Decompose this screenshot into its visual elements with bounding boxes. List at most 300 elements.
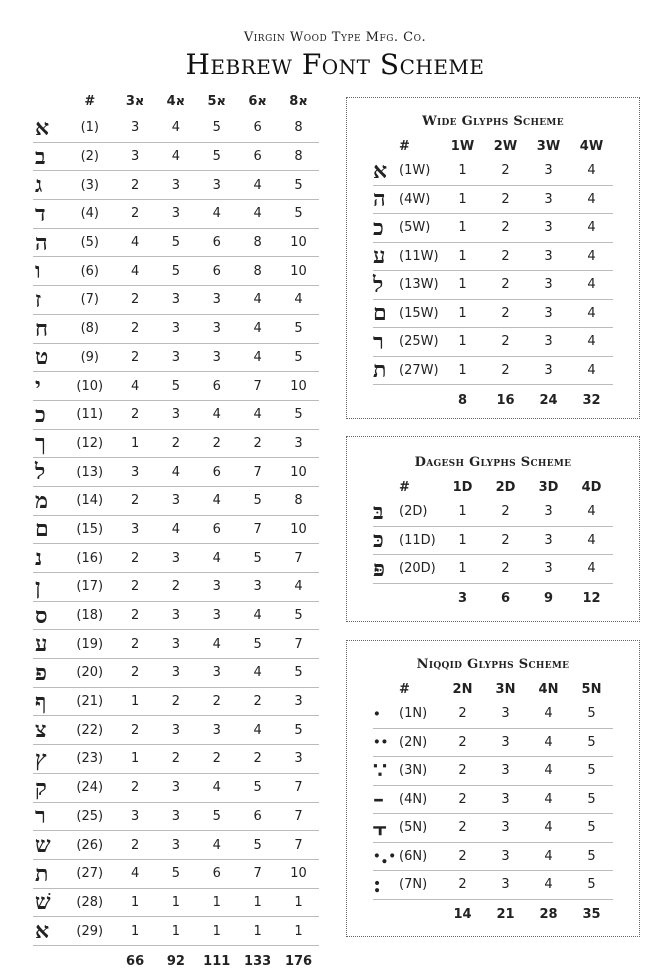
main-glyph-table: [33, 88, 319, 978]
niqqid-table-value: 3: [484, 814, 527, 843]
wide-table-value: 2: [484, 299, 527, 328]
main-table-value: 3: [155, 286, 196, 315]
main-table-value: 1: [278, 917, 319, 946]
wide-glyphs-table: [373, 135, 613, 415]
main-table-glyph: ע: [33, 630, 65, 659]
dagesh-table-value: 4: [570, 526, 613, 555]
main-table-value: 3: [155, 486, 196, 515]
wide-table-value: 3: [527, 299, 570, 328]
main-table-value: 10: [278, 372, 319, 401]
main-table-value: 5: [237, 486, 278, 515]
main-table-row: [33, 573, 319, 602]
main-table-value: 10: [278, 515, 319, 544]
wide-table-value: 2: [484, 157, 527, 185]
wide-table-value: 4: [570, 242, 613, 271]
main-table-number: (7): [65, 286, 115, 315]
main-table-glyph: נ: [33, 544, 65, 573]
wide-table-row: [373, 271, 613, 300]
main-table-row: [33, 171, 319, 200]
niqqid-table-row: [373, 728, 613, 757]
main-table-glyph: ד: [33, 200, 65, 229]
dagesh-table-value: 4: [570, 555, 613, 584]
main-table-row: [33, 372, 319, 401]
main-table-value: 7: [278, 831, 319, 860]
main-table-value: 1: [115, 745, 156, 774]
main-table-value: 4: [237, 286, 278, 315]
main-table-value: 3: [155, 802, 196, 831]
main-table-value: 4: [237, 343, 278, 372]
dagesh-table-value: 1: [441, 555, 484, 584]
main-table-number: (5): [65, 228, 115, 257]
wide-table-value: 1: [441, 242, 484, 271]
main-table-value: 3: [155, 400, 196, 429]
niqqid-table-value: 5: [570, 700, 613, 728]
main-table-value: 2: [115, 314, 156, 343]
main-table-row: [33, 859, 319, 888]
main-table-value: 7: [278, 630, 319, 659]
main-total: 111: [203, 954, 231, 970]
main-table-number: (21): [65, 687, 115, 716]
niqqid-table-glyph: :: [373, 871, 399, 900]
main-table-number: (16): [65, 544, 115, 573]
wide-table-row: [373, 157, 613, 185]
main-table-number: (8): [65, 314, 115, 343]
main-table-number: (12): [65, 429, 115, 458]
main-table-value: 2: [115, 601, 156, 630]
main-table-row: [33, 343, 319, 372]
main-table-value: 2: [196, 687, 237, 716]
main-table-header: [33, 88, 319, 114]
main-table-value: 5: [155, 228, 196, 257]
dagesh-table-row: [373, 498, 613, 526]
niqqid-table-value: 2: [441, 871, 484, 900]
dagesh-table-value: 4: [570, 498, 613, 526]
main-table-number: (10): [65, 372, 115, 401]
main-table-value: 5: [278, 716, 319, 745]
wide-table-number: (15W): [399, 299, 441, 328]
main-table-value: 3: [115, 458, 156, 487]
main-table-value: 8: [278, 114, 319, 142]
dagesh-total: 9: [543, 591, 554, 606]
dagesh-header-col: 4D: [581, 479, 602, 495]
main-table-value: 4: [155, 458, 196, 487]
wide-table-glyph: ﬦ: [373, 299, 399, 328]
main-table-glyph: ם: [33, 515, 65, 544]
main-table-number: (23): [65, 745, 115, 774]
wide-table-value: 1: [441, 157, 484, 185]
niqqid-table-value: 5: [570, 814, 613, 843]
main-table-value: 4: [237, 200, 278, 229]
niqqid-table-number: (7N): [399, 871, 441, 900]
main-table-value: 5: [278, 314, 319, 343]
main-table-value: 4: [196, 831, 237, 860]
niqqid-table-number: (2N): [399, 728, 441, 757]
wide-glyphs-panel: [346, 97, 640, 419]
main-table-value: 4: [155, 142, 196, 171]
main-table-value: 6: [196, 859, 237, 888]
main-table-row: [33, 228, 319, 257]
dagesh-glyphs-panel: [346, 436, 640, 622]
wide-header-col: 1W: [450, 138, 475, 154]
niqqid-table-value: 3: [484, 871, 527, 900]
main-table-row: [33, 400, 319, 429]
company-name: Virgin Wood Type Mfg. Co.: [243, 30, 427, 45]
niqqid-table-row: [373, 757, 613, 786]
main-table-glyph: ﬡ: [33, 917, 65, 946]
main-table-value: 3: [155, 659, 196, 688]
wide-table-glyph: ﬡ: [373, 157, 399, 185]
wide-table-value: 4: [570, 271, 613, 300]
dagesh-table-glyph: פּ: [373, 555, 399, 584]
niqqid-table-number: (6N): [399, 842, 441, 871]
main-table-value: 3: [278, 429, 319, 458]
main-table-value: 8: [237, 257, 278, 286]
wide-table-value: 1: [441, 185, 484, 214]
main-table-value: 3: [155, 773, 196, 802]
main-table-value: 8: [278, 142, 319, 171]
wide-table-number: (25W): [399, 328, 441, 357]
main-table-number: (17): [65, 573, 115, 602]
main-table-glyph: ן: [33, 573, 65, 602]
niqqid-table-value: 4: [527, 871, 570, 900]
main-table-number: (25): [65, 802, 115, 831]
main-table-value: 4: [196, 773, 237, 802]
niqqid-table-value: 5: [570, 871, 613, 900]
main-table-value: 5: [278, 400, 319, 429]
dagesh-total: 6: [500, 591, 511, 606]
wide-table-glyph: ﬥ: [373, 271, 399, 300]
niqqid-total: 21: [496, 907, 515, 922]
niqqid-table-value: 5: [570, 842, 613, 871]
main-table-number: (27): [65, 859, 115, 888]
main-table-glyph: פ: [33, 659, 65, 688]
main-table-glyph: ה: [33, 228, 65, 257]
wide-table-value: 3: [527, 185, 570, 214]
niqqid-table-value: 2: [441, 728, 484, 757]
wide-total: 16: [496, 392, 515, 408]
wide-table-value: 4: [570, 299, 613, 328]
main-table-value: 5: [196, 142, 237, 171]
main-table-number: (24): [65, 773, 115, 802]
main-table-row: [33, 429, 319, 458]
niqqid-header-col: 4N: [538, 681, 559, 697]
main-table-value: 2: [115, 343, 156, 372]
main-table-value: 2: [115, 286, 156, 315]
main-table-row: [33, 200, 319, 229]
main-table-glyph: ת: [33, 859, 65, 888]
main-table-value: 5: [196, 802, 237, 831]
wide-table-value: 4: [570, 356, 613, 385]
main-table-glyph: ק: [33, 773, 65, 802]
niqqid-table-value: 5: [570, 785, 613, 814]
main-table-value: 3: [115, 142, 156, 171]
main-table-value: 6: [196, 228, 237, 257]
main-header-col: 8א: [289, 93, 308, 109]
main-table-value: 2: [115, 400, 156, 429]
main-table-row: [33, 601, 319, 630]
main-table-value: 1: [237, 917, 278, 946]
main-table-value: 4: [115, 372, 156, 401]
wide-header-col: 3W: [536, 138, 561, 154]
main-header-number: #: [84, 93, 96, 109]
main-table-row: [33, 773, 319, 802]
dagesh-table-value: 1: [441, 526, 484, 555]
main-table-value: 7: [278, 544, 319, 573]
main-table-value: 1: [155, 888, 196, 917]
wide-table-value: 3: [527, 214, 570, 243]
main-table-value: 2: [115, 544, 156, 573]
main-table-value: 2: [155, 745, 196, 774]
main-table-row: [33, 515, 319, 544]
niqqid-table-glyph: ⫟: [373, 814, 399, 843]
main-total: 133: [244, 954, 272, 970]
wide-table-value: 1: [441, 214, 484, 243]
wide-table-value: 1: [441, 299, 484, 328]
wide-table-number: (1W): [399, 157, 441, 185]
niqqid-table-glyph: ·.·: [373, 842, 399, 871]
main-table-glyph: צ: [33, 716, 65, 745]
main-table-number: (14): [65, 486, 115, 515]
main-table-number: (1): [65, 114, 115, 142]
main-table-value: 3: [196, 659, 237, 688]
main-table-value: 2: [237, 745, 278, 774]
wide-table-value: 3: [527, 271, 570, 300]
wide-table-row: [373, 242, 613, 271]
dagesh-total: 12: [582, 591, 601, 606]
dagesh-table-value: 2: [484, 498, 527, 526]
niqqid-table-value: 4: [527, 700, 570, 728]
main-table-number: (15): [65, 515, 115, 544]
main-table-value: 3: [155, 343, 196, 372]
dagesh-table-value: 1: [441, 498, 484, 526]
dagesh-header-col: 1D: [452, 479, 473, 495]
main-table-value: 7: [237, 372, 278, 401]
niqqid-table-value: 2: [441, 700, 484, 728]
main-table-glyph: ז: [33, 286, 65, 315]
main-table-value: 2: [196, 745, 237, 774]
main-table-row: [33, 486, 319, 515]
niqqid-total: 14: [453, 907, 472, 922]
main-total: 92: [166, 954, 185, 970]
main-table-value: 4: [115, 859, 156, 888]
main-table-value: 4: [237, 659, 278, 688]
main-table-value: 5: [155, 257, 196, 286]
wide-table-glyph: ﬧ: [373, 328, 399, 357]
main-table-value: 10: [278, 859, 319, 888]
niqqid-table-value: 4: [527, 785, 570, 814]
main-table-glyph: ף: [33, 687, 65, 716]
main-table-value: 2: [115, 716, 156, 745]
main-table-value: 1: [115, 687, 156, 716]
main-table-row: [33, 917, 319, 946]
main-table-glyph: ל: [33, 458, 65, 487]
niqqid-table-value: 2: [441, 814, 484, 843]
main-table-glyph: א: [33, 114, 65, 142]
niqqid-header-col: 5N: [581, 681, 602, 697]
wide-table-value: 4: [570, 214, 613, 243]
main-table-value: 7: [278, 802, 319, 831]
wide-table-value: 2: [484, 242, 527, 271]
main-table-row: [33, 286, 319, 315]
niqqid-total: 28: [539, 907, 558, 922]
niqqid-header-col: 3N: [495, 681, 516, 697]
wide-header-col: 2W: [493, 138, 518, 154]
main-table-value: 3: [155, 601, 196, 630]
main-table-glyph: ס: [33, 601, 65, 630]
main-table-value: 4: [237, 314, 278, 343]
niqqid-glyphs-panel: [346, 640, 640, 937]
main-table-number: (6): [65, 257, 115, 286]
main-table-number: (2): [65, 142, 115, 171]
main-table-value: 2: [115, 773, 156, 802]
main-table-glyph: ר: [33, 802, 65, 831]
main-table-value: 3: [155, 630, 196, 659]
main-table-value: 2: [155, 429, 196, 458]
main-table-value: 7: [237, 458, 278, 487]
main-table-number: (11): [65, 400, 115, 429]
main-table-glyph: ב: [33, 142, 65, 171]
main-table-glyph: ץ: [33, 745, 65, 774]
wide-table-value: 3: [527, 157, 570, 185]
niqqid-table-glyph: ··: [373, 728, 399, 757]
wide-table-row: [373, 299, 613, 328]
main-table-value: 5: [237, 630, 278, 659]
main-table-value: 3: [155, 716, 196, 745]
wide-table-value: 3: [527, 328, 570, 357]
dagesh-table-value: 2: [484, 555, 527, 584]
main-table-value: 5: [237, 773, 278, 802]
main-table-value: 10: [278, 458, 319, 487]
dagesh-table-value: 3: [527, 526, 570, 555]
main-table-value: 4: [196, 630, 237, 659]
main-table-value: 4: [155, 515, 196, 544]
wide-table-number: (13W): [399, 271, 441, 300]
main-table-row: [33, 114, 319, 142]
main-table-value: 4: [115, 257, 156, 286]
main-table-value: 1: [115, 917, 156, 946]
main-table-row: [33, 716, 319, 745]
main-table-value: 1: [196, 917, 237, 946]
main-table-glyph: ו: [33, 257, 65, 286]
dagesh-glyphs-title: Dagesh Glyphs Scheme: [414, 455, 572, 470]
main-table-value: 4: [115, 228, 156, 257]
main-table-number: (29): [65, 917, 115, 946]
niqqid-table-value: 5: [570, 757, 613, 786]
niqqid-table-value: 3: [484, 757, 527, 786]
niqqid-table-value: 5: [570, 728, 613, 757]
page-title: Hebrew Font Scheme: [185, 48, 485, 81]
main-table-number: (20): [65, 659, 115, 688]
niqqid-table-glyph: ∵: [373, 757, 399, 786]
main-table-value: 7: [278, 773, 319, 802]
main-table-value: 5: [155, 372, 196, 401]
main-table-value: 3: [196, 171, 237, 200]
niqqid-total: 35: [582, 907, 601, 922]
wide-table-value: 1: [441, 356, 484, 385]
main-table-value: 4: [237, 171, 278, 200]
niqqid-table-number: (4N): [399, 785, 441, 814]
wide-table-glyph: ﬨ: [373, 356, 399, 385]
dagesh-glyphs-table: [373, 476, 613, 614]
main-table-glyph: ש: [33, 831, 65, 860]
main-table-glyph: ח: [33, 314, 65, 343]
niqqid-table-value: 3: [484, 700, 527, 728]
main-table-value: 6: [237, 802, 278, 831]
main-table-value: 3: [115, 802, 156, 831]
niqqid-table-value: 4: [527, 842, 570, 871]
main-table-value: 8: [278, 486, 319, 515]
main-header-col: 5א: [207, 93, 226, 109]
main-table-value: 1: [155, 917, 196, 946]
main-total: 176: [284, 954, 313, 970]
wide-table-value: 2: [484, 328, 527, 357]
main-table-value: 3: [155, 831, 196, 860]
wide-table-number: (4W): [399, 185, 441, 214]
dagesh-table-number: (20D): [399, 555, 441, 584]
dagesh-table-row: [373, 526, 613, 555]
main-table-value: 3: [196, 314, 237, 343]
main-table-value: 2: [196, 429, 237, 458]
main-table-value: 3: [278, 687, 319, 716]
main-table-glyph: ט: [33, 343, 65, 372]
main-table-row: [33, 831, 319, 860]
dagesh-table-value: 3: [527, 498, 570, 526]
main-table-glyph: שׁ: [33, 888, 65, 917]
main-header-col: 3א: [125, 93, 145, 109]
main-table-value: 3: [115, 515, 156, 544]
niqqid-glyphs-title: Niqqid Glyphs Scheme: [416, 657, 570, 672]
niqqid-header-number: #: [399, 681, 410, 697]
niqqid-table-number: (1N): [399, 700, 441, 728]
dagesh-table-glyph: בּ: [373, 498, 399, 526]
wide-table-glyph: ﬣ: [373, 185, 399, 214]
main-table-row: [33, 630, 319, 659]
main-table-value: 2: [155, 687, 196, 716]
niqqid-header-col: 2N: [452, 681, 473, 697]
main-header-glyph: [33, 88, 65, 114]
main-table-value: 3: [115, 114, 156, 142]
main-table-row: [33, 458, 319, 487]
main-table-value: 7: [237, 515, 278, 544]
wide-table-value: 4: [570, 157, 613, 185]
main-table-row: [33, 659, 319, 688]
main-table-number: (19): [65, 630, 115, 659]
main-table-row: [33, 314, 319, 343]
main-totals-row: [33, 945, 319, 978]
wide-table-value: 2: [484, 185, 527, 214]
wide-total: 24: [539, 392, 558, 408]
main-table-value: 1: [237, 888, 278, 917]
main-table-value: 5: [278, 659, 319, 688]
wide-table-number: (27W): [399, 356, 441, 385]
wide-table-value: 2: [484, 356, 527, 385]
main-table-value: 4: [237, 601, 278, 630]
wide-table-row: [373, 328, 613, 357]
wide-total: 8: [457, 392, 468, 408]
niqqid-table-value: 4: [527, 728, 570, 757]
main-table-value: 3: [196, 601, 237, 630]
wide-table-glyph: ﬤ: [373, 214, 399, 243]
main-total: 66: [126, 954, 145, 970]
wide-table-row: [373, 185, 613, 214]
main-table-value: 6: [237, 114, 278, 142]
wide-table-value: 1: [441, 271, 484, 300]
main-table-number: (18): [65, 601, 115, 630]
dagesh-header-col: 2D: [495, 479, 516, 495]
main-table-number: (9): [65, 343, 115, 372]
wide-table-number: (11W): [399, 242, 441, 271]
main-table-value: 1: [196, 888, 237, 917]
